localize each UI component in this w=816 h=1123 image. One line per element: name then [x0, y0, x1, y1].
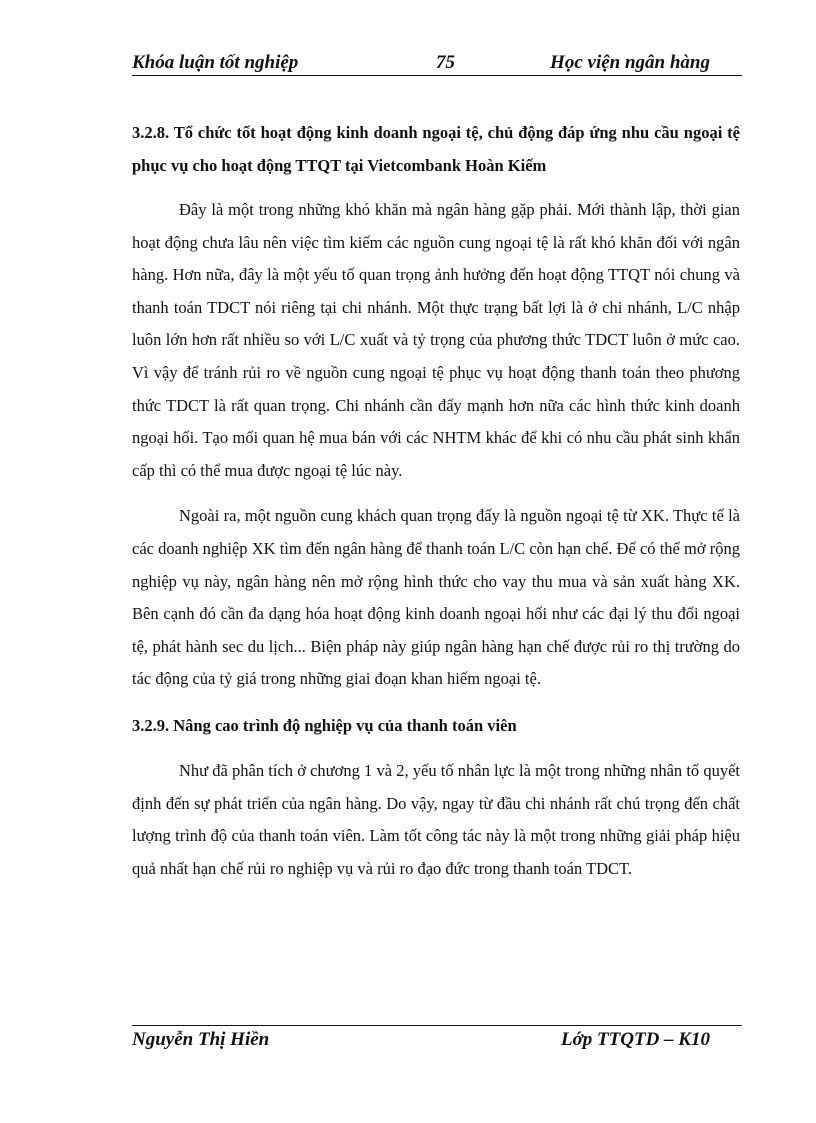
page-header: [132, 52, 742, 76]
page-number: 75: [436, 52, 455, 73]
page-footer: [132, 1029, 742, 1053]
header-thesis-label: Khóa luận tốt nghiệp: [132, 52, 299, 73]
footer-class: Lớp TTQTD – K10: [561, 1029, 710, 1050]
section-heading-3-2-9: 3.2.9. Nâng cao trình độ nghiệp vụ của thanh toán viên: [132, 715, 517, 735]
paragraph: Như đã phân tích ở chương 1 và 2, yếu tố nhân lực là một trong những nhân tố quyết định đến sự phát triển của ngân hàng. Do vậy, ngay từ đầu chi nhánh rất chú trọng đến chất lượng trình độ của thanh toán viên. Làm tốt công tác này là một trong những giải pháp hiệu quả nhất hạn chế rủi ro nghiệp vụ và rủi ro đạo đức trong thanh toán TDCT.: [132, 760, 740, 878]
header-divider: [132, 75, 742, 76]
paragraph: Ngoài ra, một nguồn cung khách quan trọng đấy là nguồn ngoại tệ từ XK. Thực tế là các doanh nghiệp XK tìm đến ngân hàng để thanh toán L/C còn hạn chế. Để có thể mở rộng nghiệp vụ này, ngân hàng nên mở rộng hình thức cho vay thu mua và sản xuất hàng XK. Bên cạnh đó cần đa dạng hóa hoạt động kinh doanh ngoại hối như các đại lý thu đổi ngoại tệ, phát hành sec du lịch... Biện pháp này giúp ngân hàng hạn chế được rủi ro thị trường do tác động của tỷ giá trong những giai đoạn khan hiếm ngoại tệ.: [132, 506, 740, 689]
footer-author: Nguyễn Thị Hiền: [132, 1029, 270, 1050]
paragraph: Đây là một trong những khó khăn mà ngân hàng gặp phải. Mới thành lập, thời gian hoạt động chưa lâu nên việc tìm kiếm các nguồn cung ngoại tệ là rất khó khăn đối với ngân hàng. Hơn nữa, đây là một yếu tố quan trọng ảnh hưởng đến hoạt động TTQT nói chung và thanh toán TDCT nói riêng tại chi nhánh. Một thực trạng bất lợi là ở chi nhánh, L/C nhập luôn lớn hơn rất nhiều so với L/C xuất và tỷ trọng của phương thức TDCT luôn ở mức cao. Vì vậy để tránh rủi ro về nguồn cung ngoại tệ phục vụ hoạt động thanh toán theo phương thức TDCT là rất quan trọng. Chi nhánh cần đẩy mạnh hơn nữa các hình thức kinh doanh ngoại hối. Tạo mối quan hệ mua bán với các NHTM khác để khi có nhu cầu phát sinh khẩn cấp thì có thể mua được ngoại tệ lúc này.: [132, 200, 740, 480]
section-heading-3-2-8: 3.2.8. Tổ chức tốt hoạt động kinh doanh ngoại tệ, chủ động đáp ứng nhu cầu ngoại tệ phục vụ cho hoạt động TTQT tại Vietcombank Hoàn Kiếm: [132, 123, 740, 175]
footer-divider: [132, 1025, 742, 1026]
header-institution: Học viện ngân hàng: [550, 52, 710, 73]
page-body: [132, 116, 740, 885]
